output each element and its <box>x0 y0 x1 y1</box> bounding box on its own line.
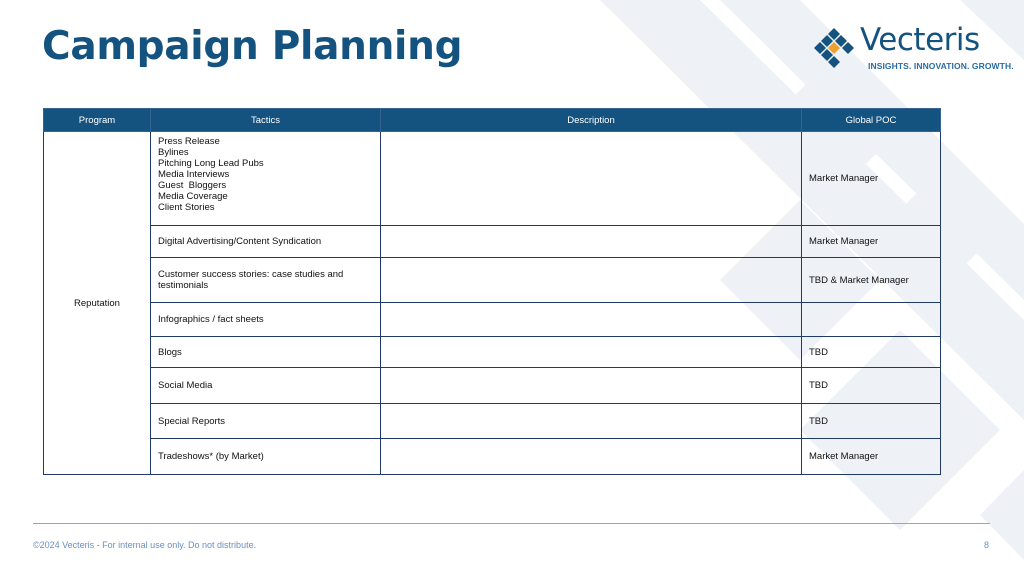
description-cell <box>381 404 802 439</box>
description-cell <box>381 439 802 475</box>
vecteris-logo <box>812 22 1014 74</box>
table-row <box>44 132 941 226</box>
logo-tagline: INSIGHTS. INNOVATION. GROWTH. <box>868 61 1014 71</box>
poc-cell: Market Manager <box>802 226 941 258</box>
tactic-item: Guest Bloggers <box>158 180 227 191</box>
description-cell <box>381 132 802 226</box>
tactics-cell <box>151 132 381 226</box>
tactic-item: Media Coverage <box>158 191 228 202</box>
footer-copyright: ©2024 Vecteris - For internal use only. Do not distribute. <box>33 540 257 550</box>
tactic-item: Bylines <box>158 147 189 158</box>
description-cell <box>381 368 802 404</box>
program-cell: Reputation <box>44 132 151 475</box>
tactics-cell: Special Reports <box>151 404 381 439</box>
table-row <box>44 303 941 337</box>
footer-divider <box>33 523 990 524</box>
tactic-item: Pitching Long Lead Pubs <box>158 158 264 169</box>
poc-cell: TBD <box>802 404 941 439</box>
table-header-row <box>44 109 941 132</box>
poc-cell: TBD <box>802 337 941 368</box>
tactics-cell: Blogs <box>151 337 381 368</box>
table-row <box>44 368 941 404</box>
header-description: Description <box>381 109 802 132</box>
description-cell <box>381 258 802 303</box>
header-tactics: Tactics <box>151 109 381 132</box>
logo-wordmark: Vecteris <box>860 22 980 58</box>
page-number: 8 <box>984 540 990 550</box>
table-row <box>44 439 941 475</box>
description-cell <box>381 303 802 337</box>
tactics-cell: Infographics / fact sheets <box>151 303 381 337</box>
tactic-item: Press Release <box>158 136 220 147</box>
header-program: Program <box>44 109 151 132</box>
description-cell <box>381 226 802 258</box>
tactic-item: Client Stories <box>158 202 215 213</box>
tactic-item: Media Interviews <box>158 169 230 180</box>
poc-cell: Market Manager <box>802 439 941 475</box>
campaign-planning-table <box>43 108 941 475</box>
poc-cell: Market Manager <box>802 132 941 226</box>
header-global-poc: Global POC <box>802 109 941 132</box>
tactics-cell: Customer success stories: case studies and testimonials <box>151 258 381 303</box>
poc-cell: TBD & Market Manager <box>802 258 941 303</box>
tactics-cell: Social Media <box>151 368 381 404</box>
tactics-cell: Digital Advertising/Content Syndication <box>151 226 381 258</box>
logo-mark-icon <box>812 26 856 70</box>
tactics-cell: Tradeshows* (by Market) <box>151 439 381 475</box>
poc-cell: TBD <box>802 368 941 404</box>
table-row <box>44 404 941 439</box>
table-row <box>44 337 941 368</box>
description-cell <box>381 337 802 368</box>
page-title: Campaign Planning <box>42 24 463 69</box>
table-row <box>44 258 941 303</box>
table-row <box>44 226 941 258</box>
poc-cell <box>802 303 941 337</box>
